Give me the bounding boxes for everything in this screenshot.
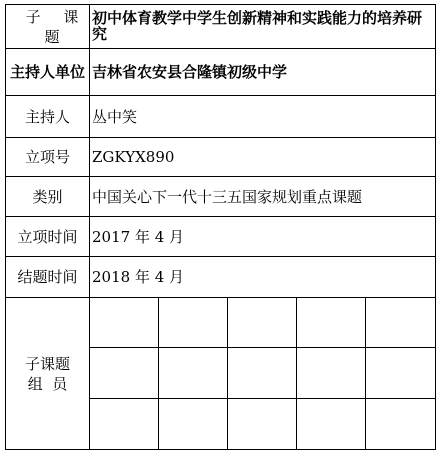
completion-date-value: 2018 年 4 月 — [92, 268, 185, 286]
approval-date-value: 2017 年 4 月 — [92, 227, 185, 246]
members-label-line1: 子课题 — [24, 355, 70, 373]
host-unit-label: 主持人单位 — [9, 63, 85, 81]
member-cell — [90, 298, 158, 347]
member-cell — [366, 399, 434, 449]
category-label: 类别 — [32, 187, 63, 206]
member-cell — [228, 348, 296, 398]
member-cell — [159, 298, 227, 347]
member-cell — [297, 298, 365, 347]
project-number-label: 立项号 — [24, 148, 70, 166]
member-cell — [228, 298, 296, 347]
host-unit-value: 吉林省农安县合隆镇初级中学 — [92, 63, 288, 81]
member-cell — [159, 348, 227, 398]
member-cell — [297, 399, 365, 449]
member-cell — [297, 348, 365, 398]
approval-date-label: 立项时间 — [17, 227, 78, 246]
member-cell — [90, 348, 158, 398]
category-value: 中国关心下一代十三五国家规划重点课题 — [92, 187, 363, 206]
members-label — [6, 298, 89, 450]
project-number-value: ZGKYX890 — [92, 148, 175, 166]
topic-label: 子 课 题 — [25, 7, 88, 46]
member-cell — [366, 348, 434, 398]
project-info-table — [5, 4, 436, 450]
completion-date-label: 结题时间 — [17, 268, 78, 286]
host-value: 丛中笑 — [92, 107, 138, 126]
member-cell — [228, 399, 296, 449]
member-cell — [366, 298, 434, 347]
topic-value: 初中体育教学中学生创新精神和实践能力的培养研究 — [92, 9, 423, 43]
member-cell — [90, 399, 158, 449]
member-cell — [159, 399, 227, 449]
host-label: 主持人 — [24, 107, 70, 126]
members-label-line2: 组 员 — [27, 375, 68, 393]
